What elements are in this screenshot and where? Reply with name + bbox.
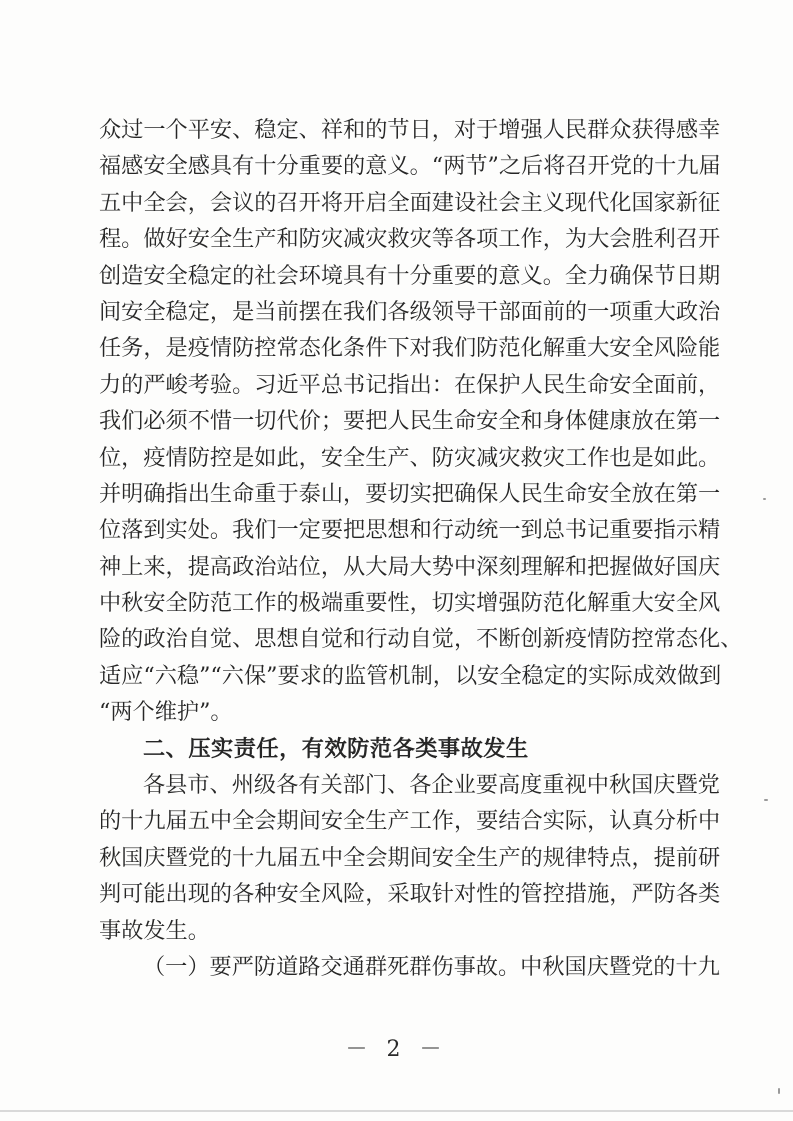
section-line: 判可能出现的各种安全风险，采取针对性的管控措施，严防各类 — [99, 881, 721, 908]
body-line: 险的政治自觉、思想自觉和行动自觉，不断创新疫情防控常态化、 — [99, 626, 743, 653]
body-line: 五中全会，会议的召开将开启全面建设社会主义现代化国家新征 — [99, 189, 721, 216]
body-line: 间安全稳定，是当前摆在我们各级领导干部面前的一项重大政治 — [99, 298, 721, 325]
body-line: 程。做好安全生产和防灾减灾救灾等各项工作，为大会胜利召开 — [99, 226, 721, 253]
body-line: 我们必须不惜一切代价；要把人民生命安全和身体健康放在第一 — [99, 408, 721, 435]
page-bottom-edge — [0, 1110, 793, 1112]
section-line: （一）要严防道路交通群死群伤事故。中秋国庆暨党的十九 — [143, 953, 720, 980]
section-line: 秋国庆暨党的十九届五中全会期间安全生产的规律特点，提前研 — [99, 844, 721, 871]
document-body — [99, 112, 743, 985]
body-line: “两个维护”。 — [99, 699, 233, 726]
body-line: 位落到实处。我们一定要把思想和行动统一到总书记重要指示精 — [99, 517, 721, 544]
section-line: 的十九届五中全会期间安全生产工作，要结合实际，认真分析中 — [99, 808, 721, 835]
section-heading: 二、压实责任，有效防范各类事故发生 — [143, 735, 529, 762]
body-line: 众过一个平安、稳定、祥和的节日，对于增强人民群众获得感幸 — [99, 117, 721, 143]
body-line: 位，疫情防控是如此，安全生产、防灾减灾救灾工作也是如此。 — [99, 444, 721, 471]
section-line: 事故发生。 — [99, 917, 210, 944]
body-line: 福感安全感具有十分重要的意义。“两节”之后将召开党的十九届 — [99, 153, 721, 180]
body-line: 中秋安全防范工作的极端重要性，切实增强防范化解重大安全风 — [99, 590, 721, 617]
body-line: 创造安全稳定的社会环境具有十分重要的意义。全力确保节日期 — [99, 262, 721, 289]
scan-speck — [763, 498, 766, 500]
body-line: 任务，是疫情防控常态化条件下对我们防范化解重大安全风险能 — [99, 335, 721, 362]
section-line: 各县市、州级各有关部门、各企业要高度重视中秋国庆暨党 — [143, 772, 720, 799]
body-line: 适应“六稳”“六保”要求的监管机制，以安全稳定的实际成效做到 — [99, 662, 722, 689]
body-line: 力的严峻考验。习近平总书记指出：在保护人民生命安全面前， — [99, 371, 721, 398]
scan-speck — [778, 1088, 780, 1094]
body-line: 神上来，提高政治站位，从大局大势中深刻理解和把握做好国庆 — [99, 553, 721, 580]
page-number: － 2 － — [345, 1037, 448, 1062]
body-line: 并明确指出生命重于泰山，要切实把确保人民生命安全放在第一 — [99, 480, 721, 507]
scan-speck — [764, 799, 768, 801]
